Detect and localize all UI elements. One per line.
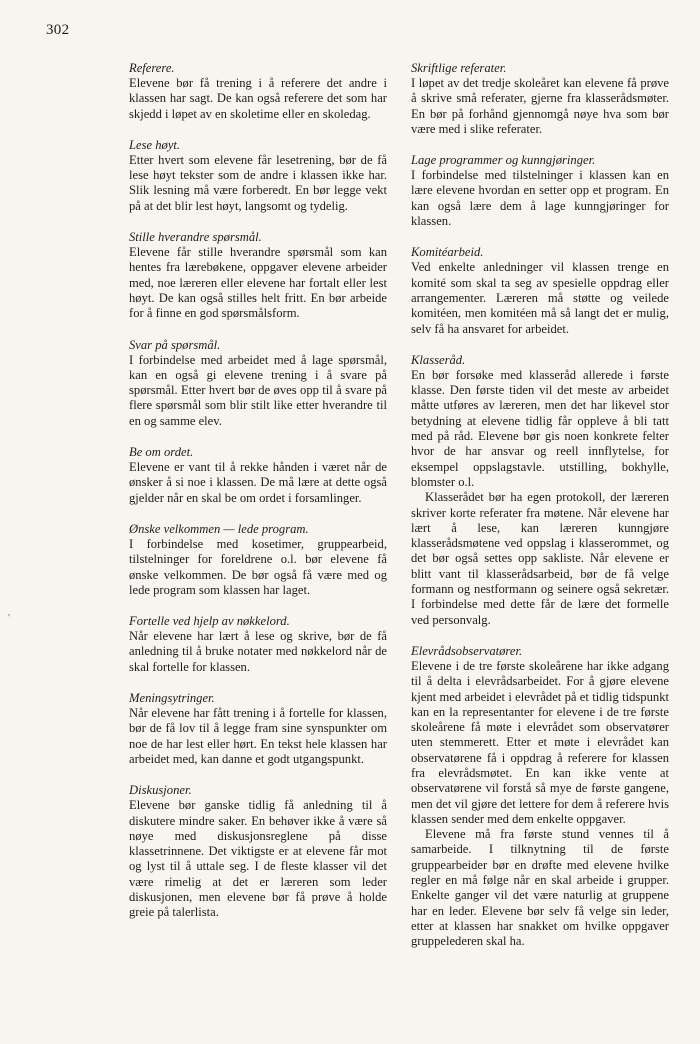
text-section [129, 613, 387, 675]
section-heading: Diskusjoner. [129, 783, 192, 798]
section-paragraph: Elevene i de tre første skoleårene har ikke adgang til å delta i elevrådsarbeidet. For å gjøre elevene kjent med arbeidet i elevrådet på et tidlig tidspunkt kan en la representanter for elevene i de tre første skoleårene få møte i elevrådet som observatører uten stemmerett. Etter et møte i elevrådet kan observatørene få i oppdrag å referere for klassen fra elevrådsmøtet. En kan ikke vente at observatørene vil forstå så mye de første gangene, men det vil gjøre det lettere for dem å referere hvis klassen sender med dem enkelte oppgaver. [411, 658, 669, 826]
section-paragraph: Elevene får stille hverandre spørsmål som kan hentes fra lærebøkene, oppgaver elevene arbeider med, noe læreren eller elevene har fortalt eller lest høyt. De kan også stilles helt fritt. En bør arbeide for å finne en god spørsmålsform. [129, 245, 387, 321]
text-section [129, 229, 387, 321]
text-section [129, 337, 387, 429]
section-paragraph: Når elevene har fått trening i å fortelle for klassen, bør de få lov til å legge fram sine synspunkter om noe de har lest eller hørt. En tekst hele klassen har arbeidet med, kan danne et godt utgangspunkt. [129, 706, 387, 766]
text-section [129, 444, 387, 506]
section-paragraph: Elevene er vant til å rekke hånden i været når de ønsker å si noe i klassen. De må lære at dette også gjelder når en skal be om ordet i forsamlinger. [129, 460, 387, 505]
section-heading: Komitéarbeid. [411, 245, 484, 260]
text-section [411, 60, 669, 137]
text-section [411, 643, 669, 950]
section-heading: Elevrådsobservatører. [411, 643, 523, 658]
section-heading: Lese høyt. [129, 137, 181, 152]
section-heading: Svar på spørsmål. [129, 337, 221, 352]
section-paragraph: Når elevene har lært å lese og skrive, bør de få anledning til å bruke notater med nøkkelord når de skal fortelle for klassen. [129, 629, 387, 674]
section-paragraph: Etter hvert som elevene får lesetrening, bør de få lese høyt tekster som de andre i klassen ikke har. Slik lesning må være forberedt. En bør legge vekt på at det blir lest høyt, langsomt og tydelig. [129, 152, 387, 213]
section-paragraph: Elevene må fra første stund vennes til å samarbeide. I tilknytning til de første gruppearbeider bør en drøfte med elevene hvilke regler en må følge når en skal arbeide i grupper. Enkelte ganger vil det være naturlig at gruppene har en leder. Elevene bør selv få velge sin leder, etter at klassen har snakket om hvilke oppgaver gruppelederen skal ha. [411, 827, 669, 949]
text-section [129, 690, 387, 767]
text-section [129, 60, 387, 122]
section-paragraph: En bør forsøke med klasseråd allerede i første klasse. Den første tiden vil det meste av arbeidet måtte utføres av læreren, men det har likevel stor betydning at elevene tidlig får oppleve å bli tatt med på råd. Elevene bør gis noen konkrete felter hvor de har ansvar og reell innflytelse, for eksempel oppslagstavle. utstilling, bokhylle, blomster o.l. [411, 367, 669, 489]
section-heading: Be om ordet. [129, 445, 194, 460]
margin-mark: ' [8, 612, 10, 624]
section-paragraph: Elevene bør ganske tidlig få anledning til å diskutere mindre saker. En behøver ikke å være så nøye med diskusjonsreglene på disse klassetrinnene. Det viktigste er at elevene får mot og lyst til å uttale seg. I de fleste klasser vil det være rimelig at det er læreren som leder diskusjonen, men elevene bør få prøve å holde greie på talerlista. [129, 798, 387, 920]
section-heading: Skriftlige referater. [411, 61, 507, 75]
section-paragraph: Elevene bør få trening i å referere det andre i klassen har sagt. De kan også referere det som har skjedd i løpet av en skoletime eller en skoledag. [129, 76, 387, 121]
text-section [411, 244, 669, 336]
left-column [129, 60, 387, 936]
section-paragraph: I forbindelse med tilstelninger i klassen kan en lære elevene hvordan en setter opp et program. En kan også lære dem å lage kunngjøringer for klassen. [411, 168, 669, 229]
section-heading: Lage programmer og kunngjøringer. [411, 153, 596, 168]
section-paragraph: I forbindelse med arbeidet med å lage spørsmål, kan en også gi elevene trening i å svare på spørsmål. Etter hvert bør de øves opp til å svare på flere spørsmål som blir stilt like etter hverandre til en og samme elev. [129, 352, 387, 428]
section-paragraph: Ved enkelte anledninger vil klassen trenge en komité som skal ta seg av spesielle oppdrag eller arrangementer. Læreren må støtte og veilede komitéen, men komitéen må så langt det er mulig, selv få ha ansvaret for arbeidet. [411, 260, 669, 336]
section-paragraph: I forbindelse med kosetimer, gruppearbeid, tilstelninger for foreldrene o.l. bør elevene få ønske velkommen. De bør også få være med og lede program som klassen har laget. [129, 536, 387, 597]
text-section [411, 352, 669, 628]
section-heading: Referere. [129, 61, 175, 75]
section-heading: Klasseråd. [411, 352, 466, 367]
section-heading: Fortelle ved hjelp av nøkkelord. [129, 614, 290, 629]
text-section [129, 782, 387, 920]
page-number: 302 [46, 22, 70, 38]
section-heading: Stille hverandre spørsmål. [129, 230, 262, 245]
section-paragraph: Klasserådet bør ha egen protokoll, der læreren skriver korte referater fra møtene. Når elevene har lært å lese, kan læreren kunngjøre klasserådsmøtene ved oppslag i klasserommet, og det bør også settes opp sakliste. Når elevene er blitt vant til klasserådsarbeid, bør de få velge formann og nestformann og seinere også sekretær. I forbindelse med dette får de lære det formelle ved personvalg. [411, 490, 669, 627]
text-section [411, 152, 669, 229]
text-section [129, 137, 387, 214]
text-section [129, 521, 387, 598]
section-paragraph: I løpet av det tredje skoleåret kan elevene få prøve å skrive små referater, gjerne fra klasserådsmøter. En bør på forhånd gjennomgå nøye hva som bør være med i slike referater. [411, 76, 669, 136]
right-column [411, 60, 669, 965]
section-heading: Ønske velkommen — lede program. [129, 521, 309, 536]
section-heading: Meningsytringer. [129, 691, 215, 706]
